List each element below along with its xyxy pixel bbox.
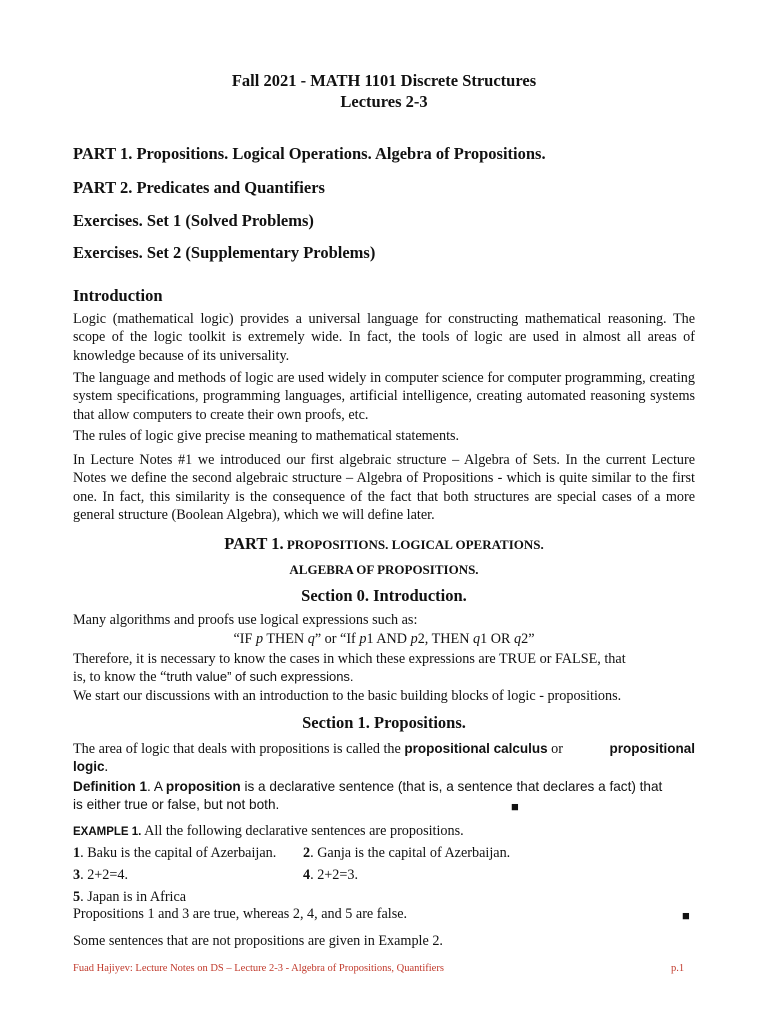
expr-var: q <box>473 631 481 647</box>
area-text: or <box>547 741 563 757</box>
example-text: All the following declarative sentences are propositions. <box>141 823 464 839</box>
item-number: 2 <box>303 845 311 861</box>
example-item-3 <box>73 867 128 884</box>
truth-statement: Propositions 1 and 3 are true, whereas 2, 4, and 5 are false. <box>73 906 408 922</box>
section0-line-4 <box>73 669 354 686</box>
definition-text: . A <box>147 779 166 794</box>
definition-term: proposition <box>165 779 241 794</box>
line4-part-b: truth value” of such expressions. <box>166 669 354 684</box>
part1-heading <box>0 534 768 554</box>
example-item-2 <box>303 845 510 862</box>
expr-part: 2, THEN <box>417 631 473 647</box>
title-line-2: Lectures 2-3 <box>340 92 428 111</box>
intro-paragraph-3: The rules of logic give precise meaning to mathematical statements. <box>73 428 460 444</box>
intro-paragraph-2: The language and methods of logic are used widely in computer science for computer programming, creating system specifications, programming languages, artificial intelligence, creating automated reasoning systems that allow computers to create their own proofs, etc. <box>73 370 695 423</box>
expr-part: “IF <box>233 631 256 647</box>
footer-page-number: p.1 <box>671 963 685 974</box>
definition-label: Definition 1 <box>73 779 148 794</box>
example-1 <box>73 823 464 840</box>
item-number: 4 <box>303 867 311 883</box>
introduction-heading: Introduction <box>73 286 163 305</box>
section0-expression <box>0 631 768 648</box>
definition-1 <box>73 779 662 794</box>
area-text: The area of logic that deals with propositions is called the <box>73 741 405 757</box>
item-text: . Baku is the capital of Azerbaijan. <box>80 845 277 861</box>
item-number: 5 <box>73 889 81 905</box>
section0-line-1: Many algorithms and proofs use logical expressions such as: <box>73 612 418 628</box>
area-text: . <box>104 759 109 776</box>
expr-part: ” or “If <box>314 631 360 647</box>
line4-part-a: is, to know the “ <box>73 669 167 685</box>
expr-part: 1 OR <box>480 631 514 647</box>
section1-area-paragraph <box>73 740 695 777</box>
qed-symbol-2: ■ <box>682 908 690 923</box>
item-text: . Japan is in Africa <box>80 889 187 905</box>
area-term: propositional calculus <box>404 741 548 756</box>
contents-set2: Exercises. Set 2 (Supplementary Problems) <box>73 243 376 262</box>
item-number: 3 <box>73 867 81 883</box>
expr-var: p <box>410 631 418 647</box>
area-term: logic <box>73 759 105 775</box>
part1-heading-line2: ALGEBRA OF PROPOSITIONS. <box>289 562 479 577</box>
expr-var: q <box>514 631 522 647</box>
part1-heading-rest: PROPOSITIONS. LOGICAL OPERATIONS. <box>283 537 544 552</box>
expr-var: p <box>359 631 367 647</box>
item-text: . 2+2=3. <box>310 867 359 883</box>
item-text: . 2+2=4. <box>80 867 129 883</box>
qed-symbol: ■ <box>511 799 519 814</box>
intro-paragraph-4: In Lecture Notes #1 we introduced our first algebraic structure – Algebra of Sets. In the current Lecture Notes we define the second algebraic structure – Algebra of Propositions - which is quite similar to the first one. In fact, this similarity is the consequence of the fact that both structures are special cases of a more general structure (Boolean Algebra), which we will define later. <box>73 452 695 523</box>
section0-line-3: Therefore, it is necessary to know the cases in which these expressions are TRUE or FALSE, that <box>73 651 626 667</box>
section1-heading: Section 1. Propositions. <box>302 713 466 732</box>
contents-part1: PART 1. Propositions. Logical Operations. Algebra of Propositions. <box>73 144 546 163</box>
contents-part2: PART 2. Predicates and Quantifiers <box>73 178 325 197</box>
expr-part: THEN <box>263 631 308 647</box>
item-number: 1 <box>73 845 81 861</box>
expr-var: p <box>255 631 264 647</box>
contents-set1: Exercises. Set 1 (Solved Problems) <box>73 211 314 230</box>
definition-text: is a declarative sentence (that is, a sentence that declares a fact) that <box>240 779 663 794</box>
document-title <box>0 70 768 112</box>
intro-paragraph-1: Logic (mathematical logic) provides a universal language for constructing mathematical reasoning. The scope of the logic toolkit is extremely wide. In fact, the tools of logic are used in almost all areas of knowledge because of its universality. <box>73 311 695 364</box>
footer-text: Fuad Hajiyev: Lecture Notes on DS – Lecture 2-3 - Algebra of Propositions, Quantifiers <box>73 963 444 974</box>
example-label: EXAMPLE 1. <box>73 826 142 838</box>
section0-line-5: We start our discussions with an introduction to the basic building blocks of logic - propositions. <box>73 688 622 704</box>
example-item-5 <box>73 889 186 906</box>
expr-part: 1 AND <box>366 631 411 647</box>
area-term: propositional <box>609 741 695 756</box>
example-item-4 <box>303 867 358 884</box>
example-item-1 <box>73 845 276 862</box>
expr-part: 2” <box>521 631 535 647</box>
title-line-1: Fall 2021 - MATH 1101 Discrete Structures <box>231 71 537 90</box>
section0-heading: Section 0. Introduction. <box>301 586 467 605</box>
expr-var: q <box>307 631 315 647</box>
item-text: . Ganja is the capital of Azerbaijan. <box>310 845 511 861</box>
definition-1-line2: is either true or false, but not both. <box>73 797 280 812</box>
section1-last-line: Some sentences that are not propositions are given in Example 2. <box>73 933 443 949</box>
part1-heading-prefix: PART 1. <box>224 534 284 553</box>
